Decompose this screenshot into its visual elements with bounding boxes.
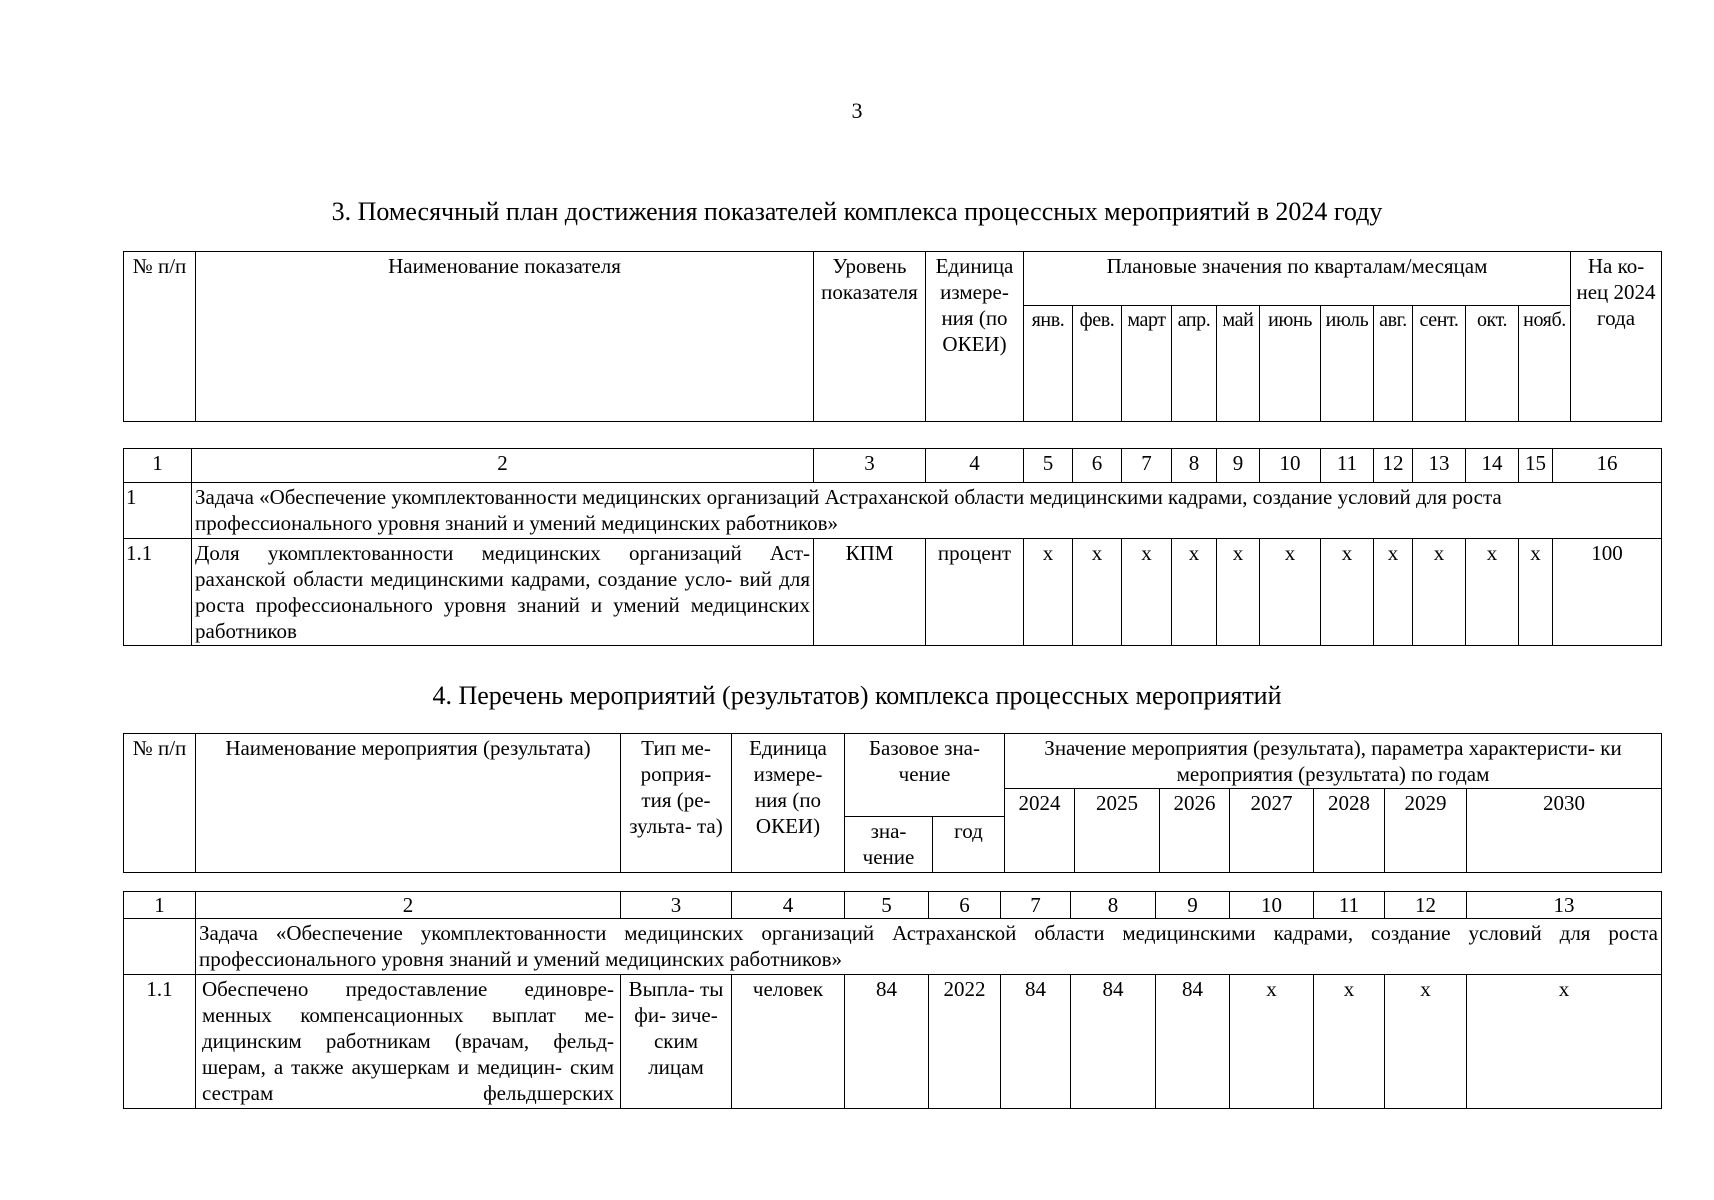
month-value: x (1024, 539, 1073, 646)
header-values-by-year: Значение мероприятия (результата), параметра характеристи- ки мероприятия (результата) по годам (1005, 734, 1662, 789)
section-3-title: 3. Помесячный план достижения показателей комплекса процессных мероприятий в 2024 году (331, 197, 1383, 226)
base-value: 84 (845, 975, 929, 1109)
col-number: 9 (1217, 449, 1260, 483)
year-value: x (1467, 975, 1662, 1109)
year-2024: 2024 (1005, 789, 1075, 873)
month-value: x (1073, 539, 1122, 646)
month-value: x (1321, 539, 1374, 646)
month-oct: окт. (1466, 306, 1519, 422)
col-number: 16 (1553, 449, 1662, 483)
header-base-value-year: год (933, 817, 1005, 873)
col-number: 2 (196, 892, 621, 919)
base-year: 2022 (929, 975, 1001, 1109)
header-activity-type: Тип ме- роприя- тия (ре- зульта- та) (621, 734, 732, 873)
section-4-title: 4. Перечень мероприятий (результатов) комплекса процессных мероприятий (432, 681, 1282, 710)
header-num: № п/п (124, 734, 196, 873)
col-number: 5 (845, 892, 929, 919)
col-number: 10 (1260, 449, 1321, 483)
month-aug: авг. (1374, 306, 1413, 422)
year-value: 84 (1156, 975, 1230, 1109)
header-base-value: Базовое зна- чение (845, 734, 1005, 817)
year-2029: 2029 (1385, 789, 1467, 873)
activity-unit: человек (732, 975, 845, 1109)
month-value: x (1466, 539, 1519, 646)
activity-type: Выпла- ты фи- зиче- ским лицам (621, 975, 732, 1109)
year-2028: 2028 (1314, 789, 1385, 873)
col-number: 15 (1519, 449, 1553, 483)
col-number: 7 (1122, 449, 1172, 483)
header-activity-name: Наименование мероприятия (результата) (196, 734, 621, 873)
col-number: 4 (732, 892, 845, 919)
col-number: 13 (1467, 892, 1662, 919)
task-text: Задача «Обеспечение укомплектованности медицинских организаций Астраханской области медицинскими кадрами, создание условий для роста профессионального уровня знаний и умений медицинских работников» (196, 919, 1662, 975)
header-unit: Единица измере- ния (по ОКЕИ) (732, 734, 845, 873)
indicator-unit: процент (926, 539, 1024, 646)
activity-name: Обеспечено предоставление единовре- менных компенсационных выплат ме- дицинским работникам (врачам, фельд- шерам, а также акушеркам и медицин- ским сестрам фельдшерских (196, 975, 621, 1109)
col-number: 8 (1172, 449, 1217, 483)
month-value: x (1122, 539, 1172, 646)
indicator-name: Доля укомплектованности медицинских организаций Аст- раханской области медицинскими кадрами, создание усло- вий для роста профессионального уровня знаний и умений медицинских работников (192, 539, 814, 646)
year-value: x (1385, 975, 1467, 1109)
col-number: 12 (1374, 449, 1413, 483)
col-number: 11 (1314, 892, 1385, 919)
year-2030: 2030 (1467, 789, 1662, 873)
month-feb: фев. (1073, 306, 1122, 422)
month-value: x (1172, 539, 1217, 646)
col-number: 10 (1230, 892, 1314, 919)
col-number: 14 (1466, 449, 1519, 483)
year-2027: 2027 (1230, 789, 1314, 873)
header-num: № п/п (124, 252, 196, 422)
section-4-body-table (123, 891, 1662, 1109)
month-jun: июнь (1260, 306, 1321, 422)
col-number: 1 (124, 449, 192, 483)
section-4-header-table (123, 733, 1662, 873)
col-number: 4 (926, 449, 1024, 483)
task-number: 1 (124, 483, 192, 539)
col-number: 2 (192, 449, 814, 483)
year-value: 84 (1001, 975, 1071, 1109)
header-end-of-year: На ко- нец 2024 года (1571, 252, 1662, 422)
col-number: 8 (1071, 892, 1156, 919)
month-apr: апр. (1172, 306, 1217, 422)
row-number: 1.1 (124, 975, 196, 1109)
header-indicator-name: Наименование показателя (196, 252, 814, 422)
header-level: Уровень показателя (814, 252, 926, 422)
page-number: 3 (851, 98, 863, 123)
col-number: 11 (1321, 449, 1374, 483)
month-value: x (1519, 539, 1553, 646)
indicator-level: КПМ (814, 539, 926, 646)
section-3-body-table (123, 448, 1662, 646)
col-number: 3 (814, 449, 926, 483)
month-value: x (1413, 539, 1466, 646)
month-jul: июль (1321, 306, 1374, 422)
task-text: Задача «Обеспечение укомплектованности медицинских организаций Астраханской области медицинскими кадрами, создание условий для роста профессионального уровня знаний и умений медицинских работников» (192, 483, 1662, 539)
header-planned-values: Плановые значения по кварталам/месяцам (1024, 252, 1571, 306)
month-value: x (1260, 539, 1321, 646)
task-number-empty (124, 919, 196, 975)
header-base-value-value: зна- чение (845, 817, 933, 873)
month-nov: нояб. (1519, 306, 1571, 422)
col-number: 5 (1024, 449, 1073, 483)
month-value: x (1217, 539, 1260, 646)
year-value: x (1314, 975, 1385, 1109)
col-number: 7 (1001, 892, 1071, 919)
year-value: 84 (1071, 975, 1156, 1109)
year-2026: 2026 (1160, 789, 1230, 873)
month-mar: март (1122, 306, 1172, 422)
col-number: 9 (1156, 892, 1230, 919)
col-number: 6 (1073, 449, 1122, 483)
col-number: 6 (929, 892, 1001, 919)
month-jan: янв. (1024, 306, 1073, 422)
month-value: x (1374, 539, 1413, 646)
header-unit: Единица измере- ния (по ОКЕИ) (926, 252, 1024, 422)
year-value: x (1230, 975, 1314, 1109)
col-number: 12 (1385, 892, 1467, 919)
year-2025: 2025 (1075, 789, 1160, 873)
col-number: 3 (621, 892, 732, 919)
col-number: 13 (1413, 449, 1466, 483)
month-sep: сент. (1413, 306, 1466, 422)
row-number: 1.1 (124, 539, 192, 646)
col-number: 1 (124, 892, 196, 919)
end-of-year-value: 100 (1553, 539, 1662, 646)
section-3-header-table (123, 251, 1662, 422)
month-may: май (1217, 306, 1260, 422)
